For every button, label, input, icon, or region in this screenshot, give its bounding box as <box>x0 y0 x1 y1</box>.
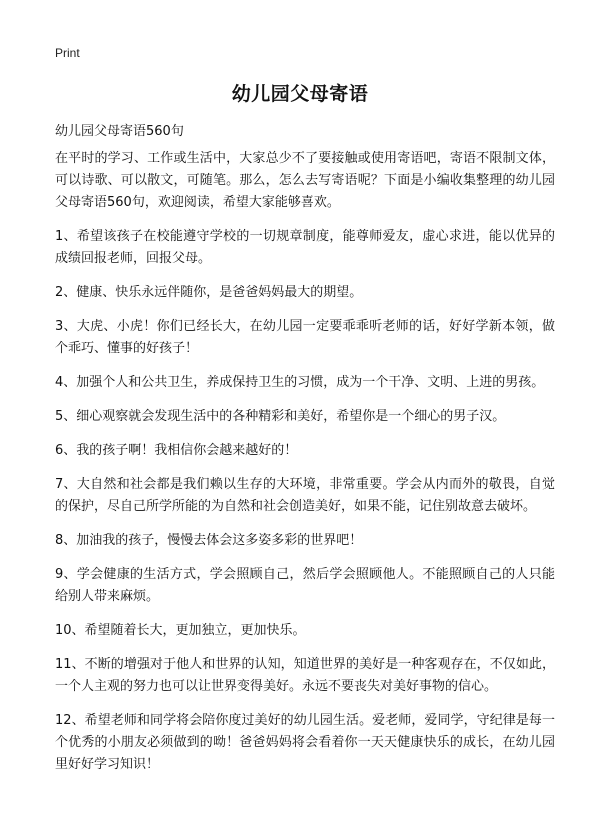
print-link[interactable]: Print <box>55 46 80 60</box>
message-paragraph: 4、加强个人和公共卫生，养成保持卫生的习惯，成为一个干净、文明、上进的男孩。 <box>55 375 545 390</box>
article-body <box>55 148 555 788</box>
message-paragraph: 11、不断的增强对于他人和世界的认知，知道世界的美好是一种客观存在，不仅如此，一个人主观的努力也可以让世界变得美好。永远不要丧失对美好事物的信心。 <box>55 657 555 694</box>
message-paragraph: 9、学会健康的生活方式，学会照顾自己，然后学会照顾他人。不能照顾自己的人只能给别人带来麻烦。 <box>55 567 555 604</box>
message-paragraph: 12、希望老师和同学将会陪你度过美好的幼儿园生活。爱老师，爱同学，守纪律是每一个优秀的小朋友必须做到的呦！爸爸妈妈将会看着你一天天健康快乐的成长，在幼儿园里好好学习知识！ <box>55 713 555 772</box>
message-paragraph: 6、我的孩子啊！我相信你会越来越好的！ <box>55 443 298 458</box>
message-paragraph: 2、健康、快乐永远伴随你，是爸爸妈妈最大的期望。 <box>55 285 363 300</box>
message-paragraph: 1、希望该孩子在校能遵守学校的一切规章制度，能尊师爱友，虚心求进，能以优异的成绩回报老师，回报父母。 <box>55 229 555 266</box>
message-paragraph: 8、加油我的孩子，慢慢去体会这多姿多彩的世界吧！ <box>55 533 363 548</box>
message-paragraph: 3、大虎、小虎！你们已经长大，在幼儿园一定要乖乖听老师的话，好好学新本领，做个乖巧、懂事的好孩子！ <box>55 319 555 356</box>
intro-paragraph: 在平时的学习、工作或生活中，大家总少不了要接触或使用寄语吧，寄语不限制文体，可以诗歌、可以散文，可随笔。那么，怎么去写寄语呢？下面是小编收集整理的幼儿园父母寄语560句，欢迎阅读，希望大家能够喜欢。 <box>55 151 555 210</box>
message-paragraph: 7、大自然和社会都是我们赖以生存的大环境，非常重要。学会从内而外的敬畏，自觉的保护，尽自己所学所能的为自然和社会创造美好，如果不能，记住别故意去破坏。 <box>55 477 555 514</box>
message-paragraph: 5、细心观察就会发现生活中的各种精彩和美好，希望你是一个细心的男子汉。 <box>55 409 506 424</box>
page-title: 幼儿园父母寄语 <box>231 83 369 105</box>
subtitle: 幼儿园父母寄语560句 <box>55 124 184 139</box>
message-paragraph: 10、希望随着长大，更加独立，更加快乐。 <box>55 623 306 638</box>
